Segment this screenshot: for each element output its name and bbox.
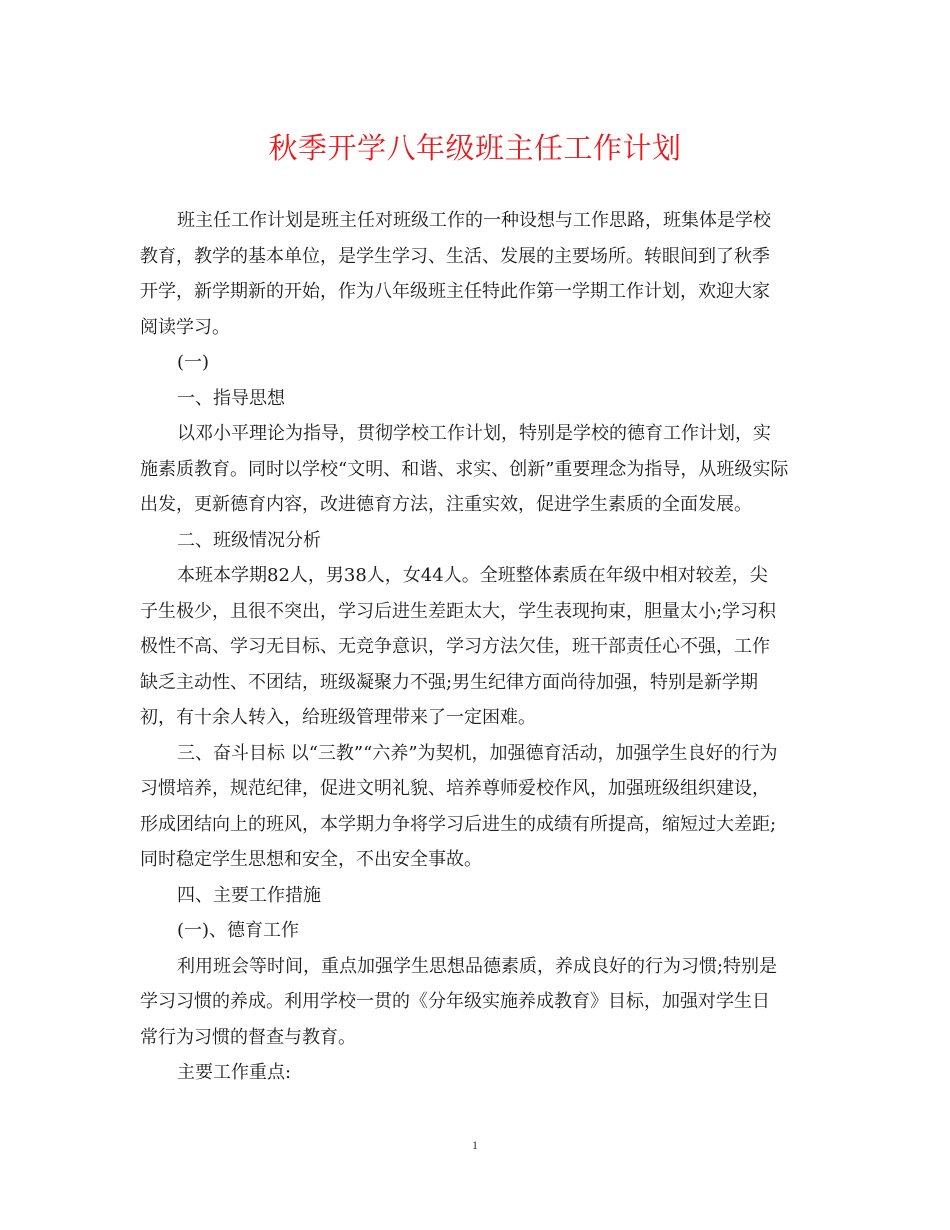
text-line: 缺乏主动性、不团结，班级凝聚力不强;男生纪律方面尚待加强，特别是新学期	[140, 671, 759, 693]
text-line: 施素质教育。同时以学校“文明、和谐、求实、创新”重要理念为指导，从班级实际	[140, 458, 789, 480]
text-line: 三、奋斗目标 以“三教”“六养”为契机，加强德育活动，加强学生良好的行为	[177, 742, 778, 764]
section-heading-moral-education: (一)、德育工作	[177, 920, 300, 941]
paragraph-goals	[140, 736, 816, 878]
section-heading-main-measures: 四、主要工作措施	[177, 884, 321, 906]
section-marker: (一)	[177, 352, 210, 373]
paragraph-intro	[140, 203, 816, 345]
text-line: 利用班会等时间，重点加强学生思想品德素质，养成良好的行为习惯;特别是	[177, 955, 778, 977]
section-heading-key-points: 主要工作重点:	[177, 1062, 292, 1083]
text-line: 班主任工作计划是班主任对班级工作的一种设想与工作思路，班集体是学校	[177, 210, 771, 231]
text-line: 常行为习惯的督查与教育。	[140, 1026, 356, 1048]
text-line: 子生极少，且很不突出，学习后进生差距太大，学生表现拘束，胆量太小;学习积	[140, 600, 777, 622]
section-heading-class-analysis: 二、班级情况分析	[177, 529, 321, 551]
paragraph-moral-education	[140, 949, 816, 1056]
section-heading-guiding-thought: 一、指导思想	[177, 387, 285, 409]
paragraph-guiding-thought	[140, 416, 816, 523]
text-line: 以邓小平理论为指导，贯彻学校工作计划，特别是学校的德育工作计划，实	[177, 423, 771, 444]
text-line: 习惯培养，规范纪律，促进文明礼貌、培养尊师爱校作风，加强班级组织建设，	[140, 778, 770, 799]
text-line: 开学，新学期新的开始，作为八年级班主任特此作第一学期工作计划，欢迎大家	[140, 281, 770, 302]
document-body	[140, 203, 816, 1091]
text-line: 形成团结向上的班风，本学期力争将学习后进生的成绩有所提高，缩短过大差距;	[140, 813, 777, 835]
text-line: 本班本学期82人，男38人，女44人。全班整体素质在年级中相对较差，尖	[177, 565, 768, 586]
text-line: 同时稳定学生思想和安全，不出安全事故。	[140, 849, 482, 870]
page-number: 1	[472, 1138, 478, 1152]
text-line: 初，有十余人转入，给班级管理带来了一定困难。	[140, 707, 536, 728]
document-title: 秋季开学八年级班主任工作计划	[268, 131, 682, 165]
text-line: 阅读学习。	[140, 316, 230, 338]
text-line: 极性不高、学习无目标、无竞争意识，学习方法欠佳，班干部责任心不强，工作	[140, 636, 770, 657]
paragraph-class-analysis	[140, 558, 816, 736]
text-line: 学习习惯的养成。利用学校一贯的《分年级实施养成教育》目标，加强对学生日	[140, 991, 770, 1012]
text-line: 出发，更新德育内容，改进德育方法，注重实效，促进学生素质的全面发展。	[140, 494, 752, 515]
text-line: 教育，教学的基本单位，是学生学习、生活、发展的主要场所。转眼间到了秋季	[140, 245, 770, 267]
